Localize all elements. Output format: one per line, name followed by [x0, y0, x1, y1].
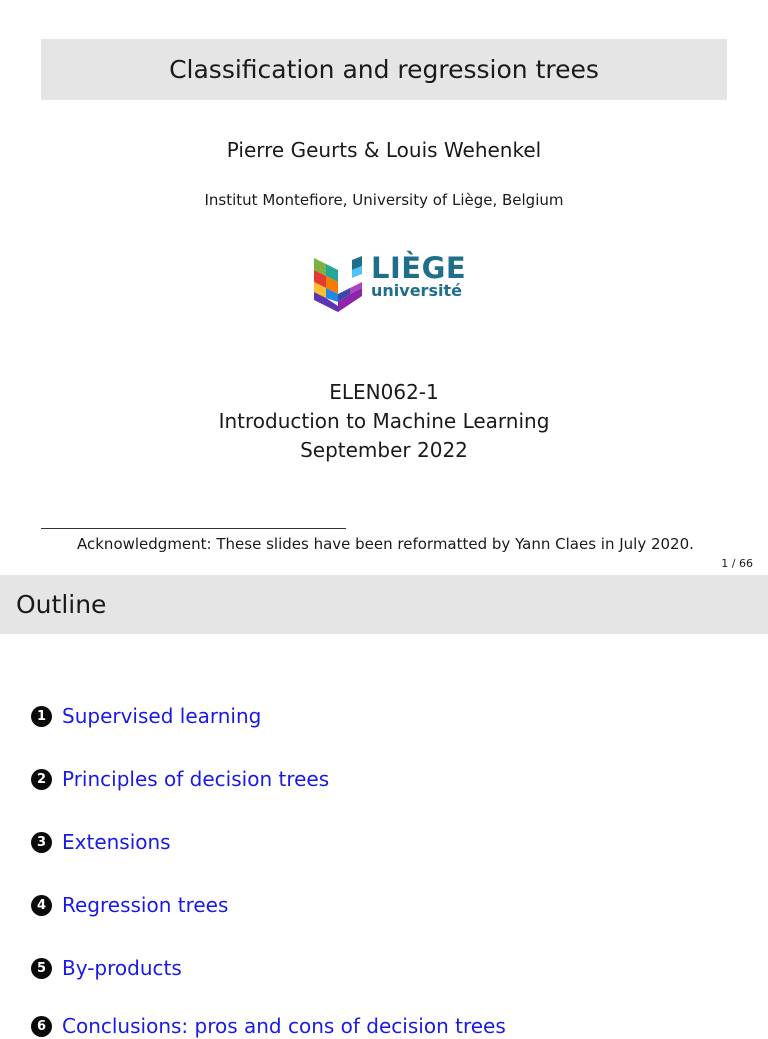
number-badge: 4: [31, 895, 52, 916]
outline-link[interactable]: Regression trees: [62, 893, 229, 917]
logo-mark-icon: [312, 252, 370, 314]
outline-item[interactable]: [31, 703, 261, 729]
logo-wordmark: LIÈGE: [371, 251, 467, 285]
outline-title: Outline: [16, 590, 107, 619]
outline-item[interactable]: [31, 766, 329, 792]
acknowledgment: Acknowledgment: These slides have been reformatted by Yann Claes in July 2020.: [77, 535, 694, 553]
number-badge: 2: [31, 769, 52, 790]
outline-link[interactable]: Principles of decision trees: [62, 767, 330, 791]
institute: Institut Montefiore, University of Liège, Belgium: [204, 191, 564, 209]
number-badge: 1: [31, 706, 52, 727]
liege-university-logo: [312, 251, 467, 314]
page-number: 1 / 66: [721, 557, 753, 570]
logo-subtitle: université: [371, 281, 462, 300]
course-code: ELEN062-1: [329, 380, 439, 404]
outline-link[interactable]: Conclusions: pros and cons of decision trees: [62, 1014, 506, 1038]
outline-link[interactable]: By-products: [62, 956, 182, 980]
outline-item[interactable]: [31, 892, 228, 918]
outline-link[interactable]: Extensions: [62, 830, 171, 854]
outline-slide: [0, 575, 768, 1038]
authors: Pierre Geurts & Louis Wehenkel: [226, 138, 542, 162]
title-box: [41, 39, 727, 100]
course-date: September 2022: [300, 438, 468, 462]
outline-link[interactable]: Supervised learning: [62, 704, 262, 728]
slide-title: Classification and regression trees: [169, 55, 599, 84]
outline-item[interactable]: [31, 955, 182, 981]
number-badge: 6: [31, 1016, 52, 1037]
outline-item[interactable]: [31, 829, 171, 855]
footnote-rule: [41, 528, 346, 529]
number-badge: 5: [31, 958, 52, 979]
number-badge: 3: [31, 832, 52, 853]
outline-header: [0, 575, 768, 634]
outline-item[interactable]: [31, 1013, 506, 1039]
course-name: Introduction to Machine Learning: [218, 409, 550, 433]
